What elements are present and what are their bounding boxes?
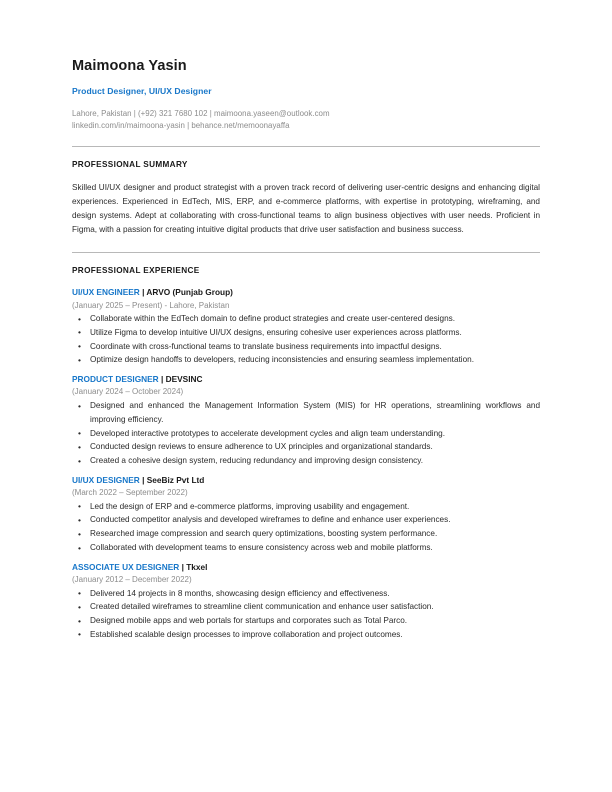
bullet-item: • Conducted design reviews to ensure adherence to UX principles and organizational standards. bbox=[72, 440, 540, 454]
experience-item bbox=[72, 374, 540, 468]
job-bullets bbox=[72, 587, 540, 642]
contact-line-primary: Lahore, Pakistan | (+92) 321 7680 102 | maimoona.yaseen@outlook.com bbox=[72, 108, 330, 118]
job-heading bbox=[72, 374, 540, 385]
job-separator: | bbox=[179, 561, 187, 572]
job-role: PRODUCT DESIGNER bbox=[72, 374, 159, 385]
bullet-item: • Conducted competitor analysis and developed wireframes to define and enhance user experiences. bbox=[72, 513, 540, 527]
job-company: SeeBiz Pvt Ltd bbox=[146, 474, 205, 485]
job-company: Tkxel bbox=[186, 561, 208, 572]
bullet-item: • Delivered 14 projects in 8 months, showcasing design efficiency and effectiveness. bbox=[72, 587, 540, 601]
bullet-item: • Created a cohesive design system, reducing redundancy and improving design consistency. bbox=[72, 454, 540, 468]
contact-line-secondary: linkedin.com/in/maimoona-yasin | behance.net/memoonayaffa bbox=[72, 120, 290, 130]
job-heading bbox=[72, 287, 540, 298]
job-heading bbox=[72, 475, 540, 486]
job-bullets bbox=[72, 312, 540, 367]
job-bullets bbox=[72, 500, 540, 555]
summary-body: Skilled UI/UX designer and product strategist with a proven track record of delivering user-centric designs and enhancing digital experiences. Experienced in EdTech, MIS, ERP, and e-commerce platforms, with expertise in prototyping, wireframing, and design systems. Adept at collaborating with cross-functional teams to align business objectives with user needs. Proficient in Figma, with a passion for creating intuitive digital products that drive user satisfaction and business success. bbox=[72, 183, 540, 235]
bullet-item: • Developed interactive prototypes to accelerate development cycles and align team understanding. bbox=[72, 427, 540, 441]
bullet-item: • Designed and enhanced the Management Information System (MIS) for HR operations, streamlining workflows and improving efficiency. bbox=[72, 399, 540, 427]
bullet-item: • Led the design of ERP and e-commerce platforms, improving usability and engagement. bbox=[72, 500, 540, 514]
job-meta: (March 2022 – September 2022) bbox=[72, 488, 188, 498]
bullet-item: • Researched image compression and search query optimizations, boosting system performance. bbox=[72, 527, 540, 541]
section-divider-summary bbox=[72, 146, 540, 147]
job-company: ARVO (Punjab Group) bbox=[146, 287, 233, 298]
job-heading bbox=[72, 562, 540, 573]
job-meta: (January 2024 – October 2024) bbox=[72, 387, 184, 397]
job-separator: | bbox=[139, 287, 147, 298]
job-separator: | bbox=[158, 374, 166, 385]
bullet-item: • Designed mobile apps and web portals for startups and corporates such as Total Parco. bbox=[72, 614, 540, 628]
job-bullets bbox=[72, 399, 540, 468]
section-title-experience: PROFESSIONAL EXPERIENCE bbox=[72, 266, 200, 276]
bullet-item: • Created detailed wireframes to streamline client communication and enhance user satisfaction. bbox=[72, 600, 540, 614]
bullet-item: • Collaborated with development teams to ensure consistency across web and mobile platforms. bbox=[72, 541, 540, 555]
experience-item bbox=[72, 562, 540, 642]
section-title-summary: PROFESSIONAL SUMMARY bbox=[72, 160, 188, 170]
job-role: UI/UX ENGINEER bbox=[72, 287, 140, 298]
bullet-item: • Utilize Figma to develop intuitive UI/UX designs, ensuring cohesive user experiences across platforms. bbox=[72, 326, 540, 340]
candidate-headline: Product Designer, UI/UX Designer bbox=[72, 86, 212, 97]
section-divider-experience bbox=[72, 252, 540, 253]
experience-item bbox=[72, 475, 540, 555]
job-separator: | bbox=[139, 474, 147, 485]
experience-list bbox=[72, 287, 540, 641]
bullet-item: • Optimize design handoffs to developers, reducing inconsistencies and ensuring seamless implementation. bbox=[72, 353, 540, 367]
job-role: UI/UX DESIGNER bbox=[72, 474, 140, 485]
experience-item bbox=[72, 287, 540, 367]
bullet-item: • Collaborate within the EdTech domain to define product strategies and create user-centered designs. bbox=[72, 312, 540, 326]
job-company: DEVSINC bbox=[165, 374, 203, 385]
bullet-item: • Coordinate with cross-functional teams to translate business requirements into impactful designs. bbox=[72, 340, 540, 354]
candidate-name: Maimoona Yasin bbox=[72, 58, 187, 74]
job-role: ASSOCIATE UX DESIGNER bbox=[72, 561, 180, 572]
job-meta: (January 2025 – Present) - Lahore, Pakistan bbox=[72, 300, 230, 310]
job-meta: (January 2012 – December 2022) bbox=[72, 575, 192, 585]
bullet-item: • Established scalable design processes to improve collaboration and project outcomes. bbox=[72, 628, 540, 642]
